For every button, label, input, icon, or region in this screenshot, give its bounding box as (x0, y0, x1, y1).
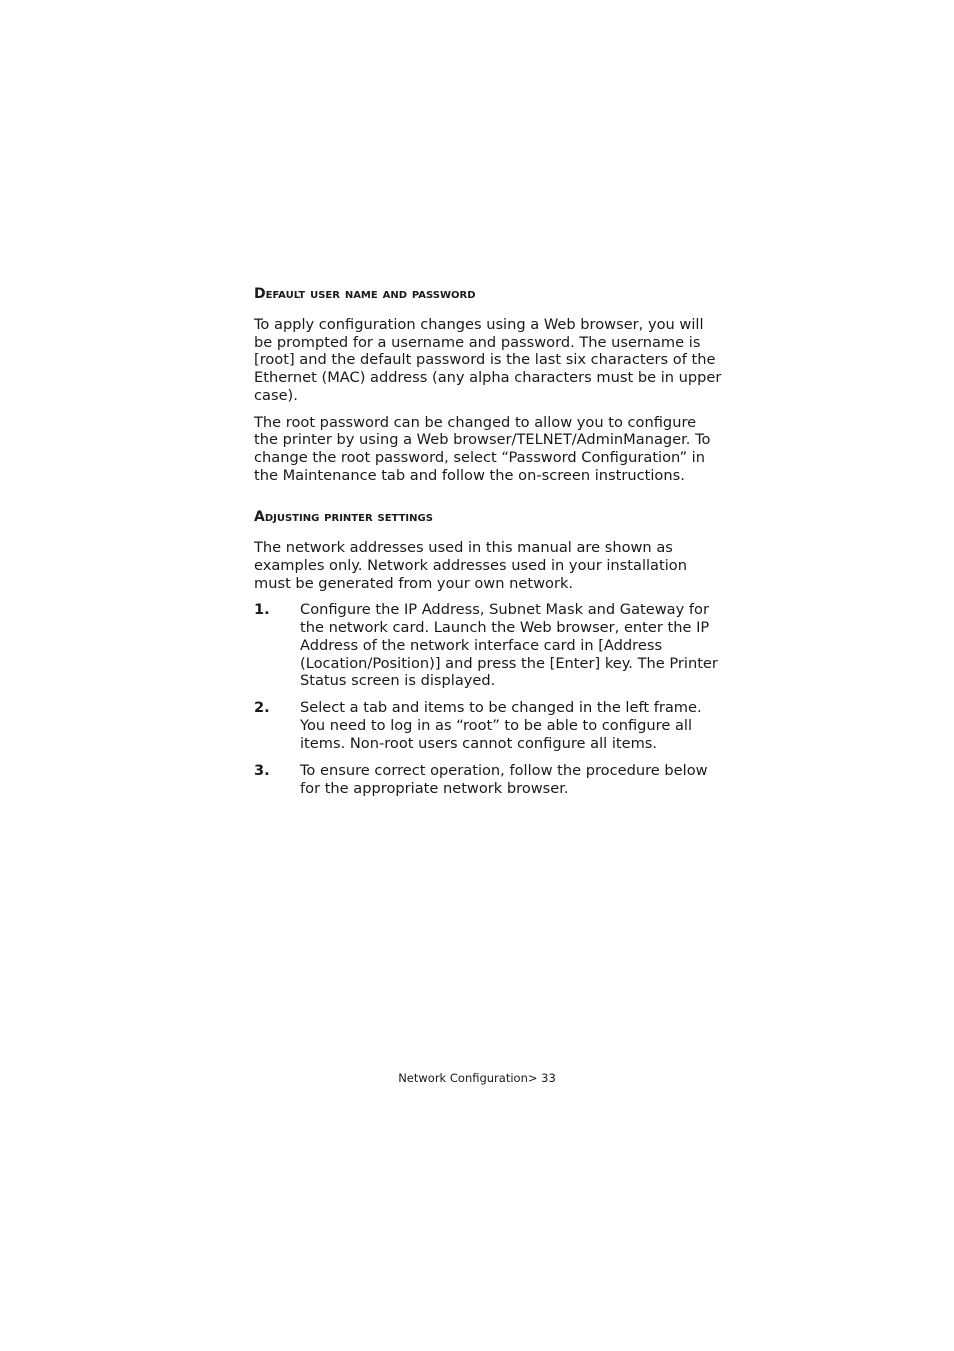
paragraph-root-password: The root password can be changed to allow you to configure the printer by using a Web browser/TELNET/AdminManager. To change the root password, select “Password Configuration” in the Maintenance tab and follow the on-screen instructions. (254, 413, 711, 484)
list-item (254, 762, 724, 797)
list-item (254, 699, 724, 752)
steps-list (254, 601, 724, 797)
section-heading-adjusting-settings: Adjusting printer settings (254, 509, 433, 526)
step-number: 1. (254, 601, 270, 619)
step-number: 2. (254, 699, 270, 717)
step-number: 3. (254, 762, 270, 780)
page-footer: Network Configuration> 33 (398, 1071, 556, 1085)
step-text: Select a tab and items to be changed in the left frame. You need to log in as “root” to be able to configure all items. Non-root users cannot configure all items. (300, 699, 702, 752)
step-text: Configure the IP Address, Subnet Mask and Gateway for the network card. Launch the Web browser, enter the IP Address of the network interface card in [Address (Location/Position)] and press the [Enter] key. The Printer Status screen is displayed. (300, 601, 718, 690)
paragraph-credentials-intro: To apply configuration changes using a Web browser, you will be prompted for a username and password. The username is [root] and the default password is the last six characters of the Ethernet (MAC) address (any alpha characters must be in upper case). (254, 316, 722, 404)
page-content (254, 283, 724, 807)
paragraph-network-addresses: The network addresses used in this manual are shown as examples only. Network addresses used in your installation must be generated from your own network. (254, 539, 687, 592)
step-text: To ensure correct operation, follow the procedure below for the appropriate network browser. (300, 762, 708, 797)
list-item (254, 601, 724, 690)
section-heading-default-credentials: Default user name and password (254, 286, 476, 302)
